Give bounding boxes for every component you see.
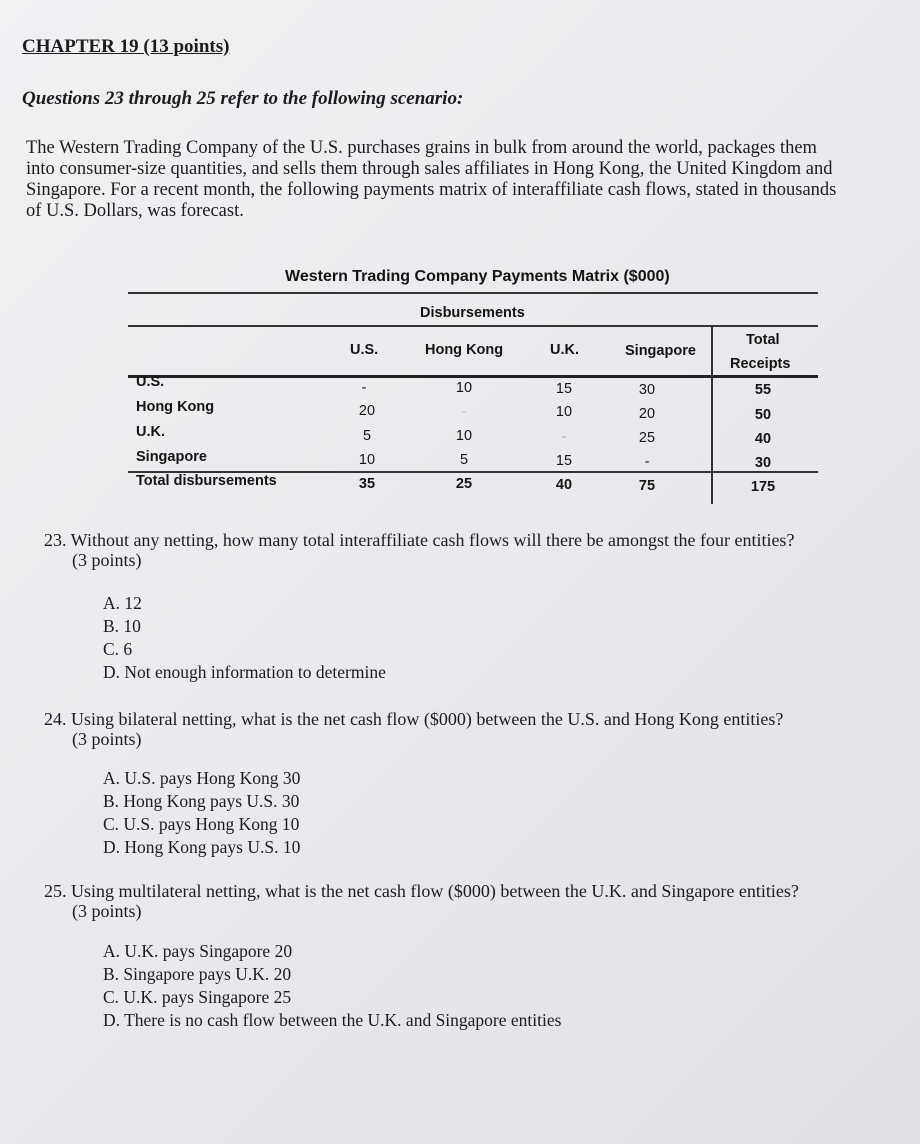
scenario-paragraph xyxy=(26,138,906,222)
cell-hk-us: 20 xyxy=(358,403,376,419)
payments-matrix-table xyxy=(128,262,818,512)
scenario-line: into consumer-size quantities, and sells them through sales affiliates in Hong Kong, the United Kingdom and xyxy=(26,159,833,179)
option-23-a[interactable]: A. 12 xyxy=(103,593,142,613)
cell-uk-uk: - xyxy=(561,429,567,445)
cell-us-us: - xyxy=(361,380,367,396)
question-23-options xyxy=(103,592,386,684)
cell-sg-uk: 15 xyxy=(555,453,573,469)
question-25-points: (3 points) xyxy=(72,901,142,921)
chapter-heading: CHAPTER 19 (13 points) xyxy=(22,36,230,57)
row-label-uk: U.K. xyxy=(136,424,165,440)
question-24-points: (3 points) xyxy=(72,729,142,749)
cell-uk-sg: 25 xyxy=(638,430,656,446)
option-25-a[interactable]: A. U.K. pays Singapore 20 xyxy=(103,941,293,961)
col-header-uk: U.K. xyxy=(550,342,579,358)
question-25-options xyxy=(103,940,561,1032)
cell-sg-hk: 5 xyxy=(459,452,469,468)
option-25-c[interactable]: C. U.K. pays Singapore 25 xyxy=(103,987,292,1007)
grand-total: 175 xyxy=(750,479,776,495)
col-header-us: U.S. xyxy=(350,342,379,358)
cell-hk-sg: 20 xyxy=(638,406,656,422)
question-24-text: 24. Using bilateral netting, what is the net cash flow ($000) between the U.S. and Hong Kong entities? xyxy=(44,709,784,729)
cell-uk-total: 40 xyxy=(754,431,772,447)
row-label-hong-kong: Hong Kong xyxy=(136,399,215,415)
cell-sg-us: 10 xyxy=(358,452,376,468)
total-sg: 75 xyxy=(638,478,656,494)
scenario-line: of U.S. Dollars, was forecast. xyxy=(26,201,244,221)
option-25-d[interactable]: D. There is no cash flow between the U.K. and Singapore entities xyxy=(103,1010,562,1030)
question-23-text: 23. Without any netting, how many total interaffiliate cash flows will there be amongst the four entities? xyxy=(44,530,795,550)
option-23-c[interactable]: C. 6 xyxy=(103,639,133,659)
cell-us-total: 55 xyxy=(754,382,772,398)
question-23-points: (3 points) xyxy=(72,550,142,570)
total-hk: 25 xyxy=(455,476,473,492)
cell-sg-sg: - xyxy=(644,454,650,470)
cell-uk-us: 5 xyxy=(362,428,372,444)
row-label-total-disbursements: Total disbursements xyxy=(136,473,277,489)
table-title: Western Trading Company Payments Matrix ($000) xyxy=(285,268,670,285)
row-label-singapore: Singapore xyxy=(136,449,207,465)
cell-us-hk: 10 xyxy=(455,380,473,396)
header-rule xyxy=(128,375,818,378)
total-column-divider xyxy=(711,326,713,504)
option-24-d[interactable]: D. Hong Kong pays U.S. 10 xyxy=(103,837,301,857)
cell-hk-total: 50 xyxy=(754,407,772,423)
cell-hk-uk: 10 xyxy=(555,404,573,420)
option-24-a[interactable]: A. U.S. pays Hong Kong 30 xyxy=(103,768,301,788)
total-uk: 40 xyxy=(555,477,573,493)
col-header-singapore: Singapore xyxy=(625,343,696,359)
question-23 xyxy=(44,530,794,570)
scenario-heading: Questions 23 through 25 refer to the following scenario: xyxy=(22,88,464,109)
cell-uk-hk: 10 xyxy=(455,428,473,444)
title-rule xyxy=(128,292,818,294)
question-25-text: 25. Using multilateral netting, what is the net cash flow ($000) between the U.K. and Singapore entities? xyxy=(44,881,799,901)
col-header-receipts: Receipts xyxy=(730,356,791,372)
option-24-c[interactable]: C. U.S. pays Hong Kong 10 xyxy=(103,814,300,834)
col-header-hong-kong: Hong Kong xyxy=(425,342,504,358)
bottom-rule xyxy=(128,471,818,473)
row-label-us: U.S. xyxy=(136,374,165,390)
option-23-b[interactable]: B. 10 xyxy=(103,616,141,636)
question-24 xyxy=(44,709,783,749)
cell-us-sg: 30 xyxy=(638,382,656,398)
col-header-total: Total xyxy=(746,332,780,348)
total-us: 35 xyxy=(358,476,376,492)
option-23-d[interactable]: D. Not enough information to determine xyxy=(103,662,386,682)
option-25-b[interactable]: B. Singapore pays U.K. 20 xyxy=(103,964,292,984)
cell-sg-total: 30 xyxy=(754,455,772,471)
option-24-b[interactable]: B. Hong Kong pays U.S. 30 xyxy=(103,791,300,811)
cell-hk-hk: - xyxy=(461,404,467,420)
disbursements-rule xyxy=(128,325,818,327)
scenario-line: The Western Trading Company of the U.S. purchases grains in bulk from around the world, packages them xyxy=(26,138,817,158)
cell-us-uk: 15 xyxy=(555,381,573,397)
scenario-line: Singapore. For a recent month, the following payments matrix of interaffiliate cash flows, stated in thousands xyxy=(26,180,837,200)
disbursements-header: Disbursements xyxy=(420,305,525,321)
question-24-options xyxy=(103,767,300,859)
question-25 xyxy=(44,881,799,921)
